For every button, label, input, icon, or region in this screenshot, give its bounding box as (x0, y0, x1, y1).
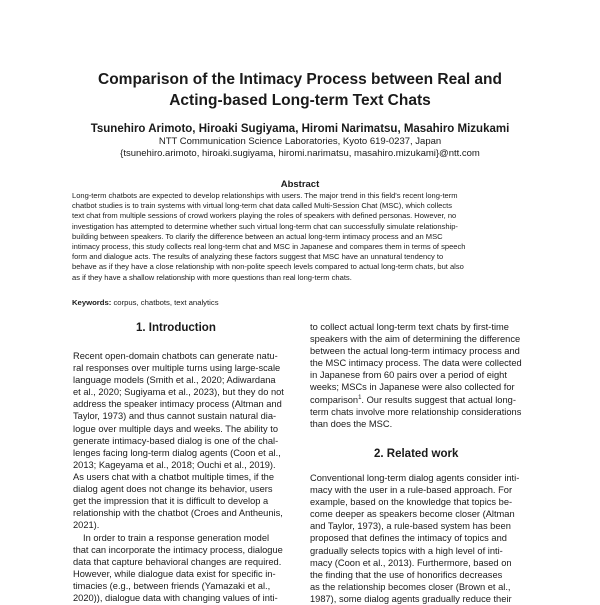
body-line: macy with the user in a rule-based approach. For (310, 485, 513, 496)
body-line: the MSC intimacy process. The data were collected (310, 358, 522, 369)
abstract-line: intimacy process, this study collects real long-term chat and MSC in Japanese and compares them in terms of speech (72, 242, 466, 252)
related-work-paragraph (310, 472, 538, 605)
footnote-anchor-text: comparison (310, 394, 359, 405)
body-line: language models (Smith et al., 2020; Adiwardana (73, 375, 276, 386)
section-heading-related-work: 2. Related work (374, 448, 459, 460)
body-line: address the speaker intimacy process (Altman and (73, 399, 282, 410)
body-line: As users chat with a chatbot multiple times, if the (73, 471, 275, 482)
section-heading-introduction: 1. Introduction (136, 322, 216, 334)
body-line: ral responses over multiple turns using large-scale (73, 363, 281, 374)
body-line: speakers with the aim of determining the difference (310, 334, 521, 345)
body-line: data that capture behavioral changes are required. (73, 557, 282, 568)
abstract-line: chatbot studies is to train systems with virtual long-term chat data called Multi-Session Chat (MSC), which collects (72, 201, 453, 211)
body-line-with-footnote (310, 394, 538, 406)
abstract-line: behave as if they have a close relationship with non-polite speech levels compared to actual long-term chats, but also (72, 262, 464, 272)
keywords-text: corpus, chatbots, text analytics (111, 298, 219, 307)
body-line: logue over multiple days and weeks. The ability to (73, 423, 278, 434)
footnote-marker[interactable]: 1 (358, 394, 362, 401)
abstract-line: as if they have a shallow relationship with more questions than real long-term chats. (72, 272, 352, 282)
body-line: 2020)), dialogue data with changing values of inti- (73, 593, 278, 604)
intro-paragraph-1 (73, 350, 301, 531)
body-line: lenges facing long-term dialog agents (Coon et al., (73, 447, 281, 458)
body-line: 1987), some dialog agents gradually reduce their (310, 593, 512, 604)
abstract-heading: Abstract (280, 179, 320, 190)
body-line: However, while dialogue data exist for specific in- (73, 569, 276, 580)
body-line: and Taylor, 1973), a rule-based system has been (310, 521, 511, 532)
author-list: Tsunehiro Arimoto, Hiroaki Sugiyama, Hiromi Narimatsu, Masahiro Mizukami (90, 123, 510, 135)
abstract-line: form and dialogue acts. The results of analyzing these factors suggest that MSC have an unnatural tendency to (72, 252, 444, 262)
intro-paragraph-3 (310, 321, 538, 430)
body-line: 2021). (73, 520, 100, 531)
title-line-1: Comparison of the Intimacy Process between Real and (98, 71, 502, 88)
body-line: to collect actual long-term text chats by first-time (310, 322, 509, 332)
abstract-line: text chat from multiple sessions of crowd workers playing the roles of speakers with defined personas. However, no (72, 211, 457, 221)
body-line: in Japanese from 60 pairs over a period of eight (310, 370, 507, 381)
body-line: relationship with the chatbot (Croes and Antheunis, (73, 508, 283, 519)
body-line: In order to train a response generation model (83, 533, 270, 543)
body-line: proposed that defines the intimacy of topics and (310, 533, 507, 544)
body-line: generate intimacy-based dialog is one of the chal- (73, 435, 279, 446)
abstract-line: investigation has attempted to determine whether such virtual long-term chat can successfully simulate relationship- (72, 221, 458, 231)
body-line: that can incorporate the intimacy process, dialogue (73, 545, 283, 556)
body-line: timacies (e.g., between friends (Yamazaki et al., (73, 581, 271, 592)
intro-paragraph-2 (73, 532, 301, 605)
body-line: Taylor, 1973) and thus cannot sustain natural dia- (73, 411, 277, 422)
abstract-line: building between speakers. To clarify the difference between an actual long-term intimacy process and an MSC (72, 231, 443, 241)
body-line: come deeper as speakers become closer (Altman (310, 509, 515, 520)
body-line: weeks; MSCs in Japanese were also collected for (310, 382, 515, 393)
body-line: 2013; Kageyama et al., 2018; Ouchi et al., 2019). (73, 459, 276, 470)
body-line: et al., 2020; Sugiyama et al., 2023), but they do not (73, 387, 284, 398)
keywords-label: Keywords: (72, 298, 112, 307)
body-line: Recent open-domain chatbots can generate natu- (73, 351, 278, 361)
body-line: Conventional long-term dialog agents consider inti- (310, 473, 520, 483)
paper-title (60, 69, 540, 111)
body-line: example, based on the knowledge that topics be- (310, 497, 513, 508)
title-line-2: Acting-based Long-term Text Chats (169, 92, 431, 109)
body-line: term chats involve more relationship considerations (310, 406, 522, 417)
body-line: dialog agent does not change its behavior, users (73, 484, 273, 495)
abstract-body (72, 191, 530, 283)
body-text: . Our results suggest that actual long- (361, 394, 516, 405)
body-line: gradually selects topics with a high level of inti- (310, 545, 503, 556)
body-line: as the relationship becomes closer (Brown et al., (310, 581, 511, 592)
abstract-line: Long-term chatbots are expected to develop relationships with users. The major trend in this field's recent long-term (72, 191, 458, 200)
body-line: macy (Coon et al., 2013). Furthermore, based on (310, 557, 512, 568)
body-line: the finding that the use of honorifics decreases (310, 569, 503, 580)
body-line: between the actual long-term intimacy process and (310, 346, 520, 357)
author-emails: {tsunehiro.arimoto, hiroaki.sugiyama, hiromi.narimatsu, masahiro.mizukami}@ntt.com (120, 148, 480, 159)
affiliation: NTT Communication Science Laboratories, Kyoto 619-0237, Japan (158, 136, 442, 147)
body-line: than does the MSC. (310, 418, 393, 429)
body-line: get the impression that it is difficult to develop a (73, 496, 269, 507)
keywords (72, 298, 532, 308)
